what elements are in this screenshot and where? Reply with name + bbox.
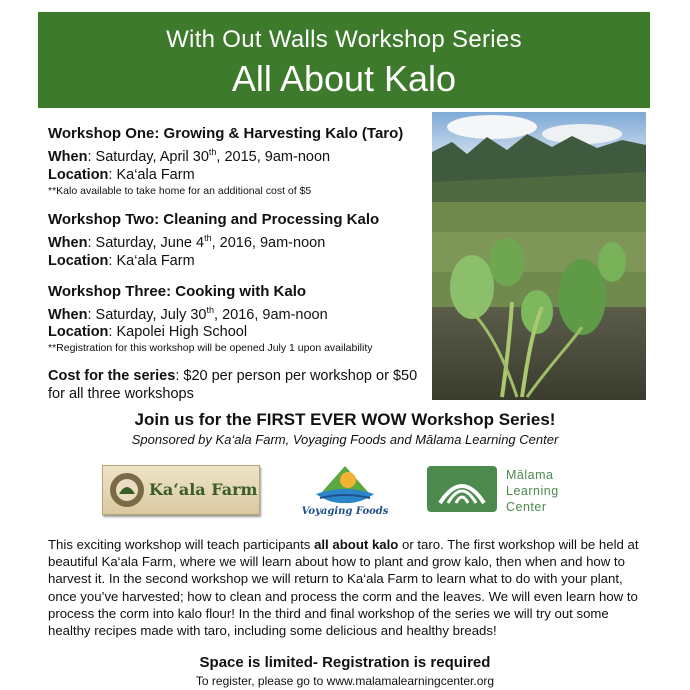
kaala-farm-logo-text: Ka‘ala Farm: [149, 480, 258, 499]
workshop-location: Location: Ka‘ala Farm: [48, 166, 195, 183]
workshop-title: Workshop Three: Cooking with Kalo: [48, 282, 307, 300]
voyaging-foods-logo: [300, 462, 390, 522]
cost-info: Cost for the series: $20 per person per workshop or $50 for all three workshops: [48, 368, 418, 403]
taro-field-photo: [432, 112, 646, 400]
malama-emblem-icon: [426, 465, 498, 513]
page-title: All About Kalo: [231, 58, 457, 99]
workshop-title: Workshop Two: Cleaning and Processing Kalo: [48, 210, 380, 228]
workshop-list: [48, 124, 433, 403]
registration-notice: Space is limited- Registration is required: [199, 654, 491, 671]
kaala-farm-emblem-icon: [107, 470, 147, 510]
malama-logo-text: Mālama Learning Center: [506, 468, 559, 514]
description-paragraph: This exciting workshop will teach participants all about kalo or taro. The first workshop will be held at beautiful Ka‘ala Farm, where we will learn about how to plant and grow kalo, then when and how to harvest it. In the second workshop we will return to Ka‘ala Farm to learn what to do with your plant, once you’ve harvested; how to clean and process the corm and the leaves. We will even learn how to process the corm into kalo flour! In the third and final workshop of the series we will try out some healthy recipes made with taro, including some delicious and healthy breads!: [48, 537, 639, 639]
workshop-two: [48, 210, 433, 270]
taro-field-illustration: [432, 112, 646, 400]
sponsor-line: Sponsored by Ka‘ala Farm, Voyaging Foods and Mālama Learning Center: [131, 432, 559, 447]
voyaging-foods-logo-text: Voyaging Foods: [301, 506, 389, 517]
workshop-three: [48, 282, 433, 356]
workshop-when: When: Saturday, April 30th, 2015, 9am-noon: [48, 147, 331, 165]
workshop-when: When: Saturday, June 4th, 2016, 9am-noon: [48, 232, 326, 251]
kaala-farm-logo: [102, 465, 260, 515]
header-banner: [38, 12, 650, 108]
workshop-location: Location: Ka‘ala Farm: [48, 252, 195, 269]
series-title: With Out Walls Workshop Series: [166, 26, 522, 53]
workshop-note: **Registration for this workshop will be opened July 1 upon availability: [48, 342, 373, 355]
malama-learning-center-logo: [426, 465, 576, 517]
join-heading: Join us for the FIRST EVER WOW Workshop Series!: [134, 410, 556, 429]
voyaging-foods-emblem-icon: [300, 462, 390, 506]
workshop-note: **Kalo available to take home for an additional cost of $5: [48, 184, 312, 197]
workshop-when: When: Saturday, July 30th, 2016, 9am-noon: [48, 304, 328, 323]
workshop-location: Location: Kapolei High School: [48, 324, 248, 341]
register-link-text: To register, please go to www.malamalearningcenter.org: [195, 674, 495, 688]
workshop-title: Workshop One: Growing & Harvesting Kalo (Taro): [48, 125, 404, 142]
workshop-one: [48, 124, 433, 198]
